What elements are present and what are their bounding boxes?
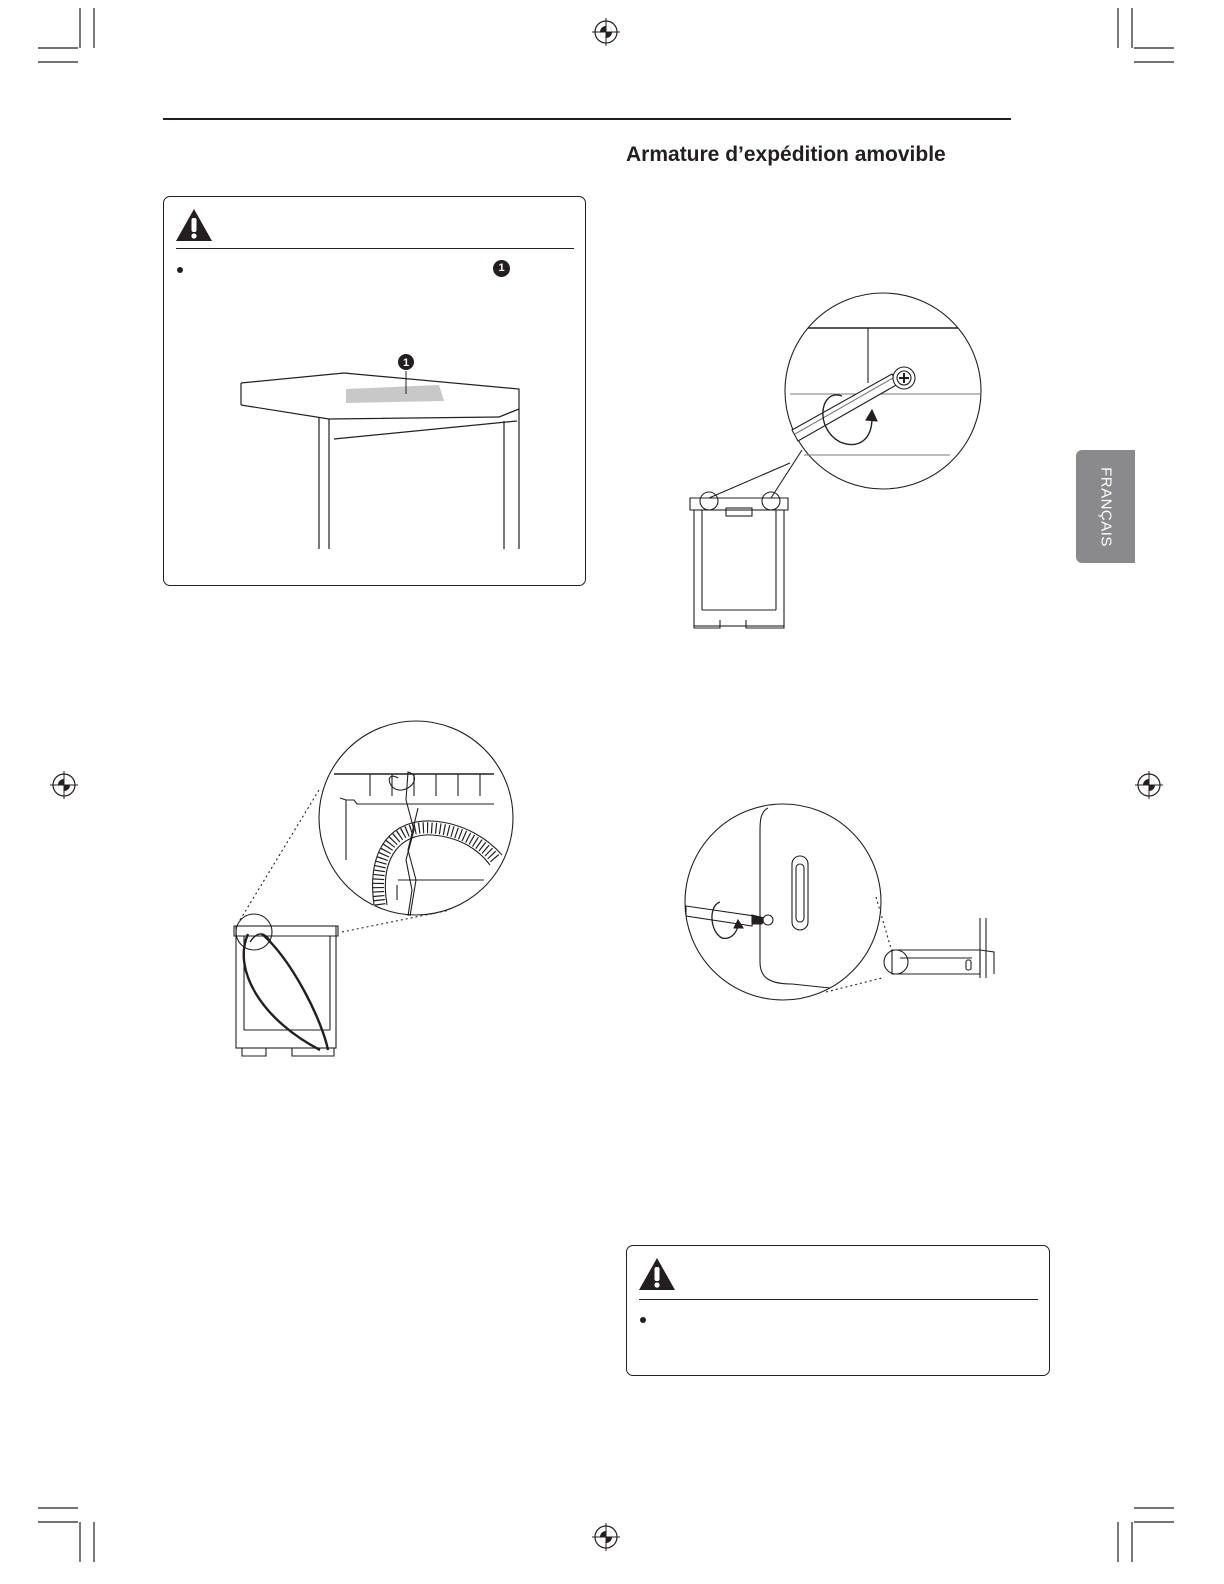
- caution-box-bottom: [626, 1245, 1050, 1376]
- caution-bullet: [177, 267, 183, 273]
- registration-target-icon: [50, 771, 78, 799]
- registration-target-icon: [592, 18, 620, 46]
- dishwasher-side-bracket-screw-illustration: [680, 802, 1010, 1002]
- language-tab-label: FRANÇAIS: [1097, 466, 1114, 547]
- dishwasher-hose-wire-tie-illustration: [222, 720, 522, 1060]
- caution-box-top: [163, 196, 586, 586]
- callout-number: 1: [498, 262, 505, 274]
- header-rule: [163, 118, 1011, 120]
- dishwasher-top-bracket-screws-illustration: [680, 288, 1000, 638]
- caution-bullet: [640, 1317, 646, 1323]
- registration-target-icon: [1135, 771, 1163, 799]
- dishwasher-top-label-illustration: [234, 349, 564, 549]
- language-tab: [1076, 450, 1135, 563]
- caution-divider: [176, 248, 574, 249]
- callout-number-badge: [493, 260, 510, 277]
- section-title: Armature d’expédition amovible: [626, 143, 946, 166]
- warning-triangle-icon: [638, 1257, 676, 1291]
- warning-triangle-icon: [175, 208, 213, 242]
- caution-divider: [639, 1299, 1038, 1300]
- figure-callout-number: 1: [402, 357, 410, 369]
- registration-target-icon: [592, 1523, 620, 1551]
